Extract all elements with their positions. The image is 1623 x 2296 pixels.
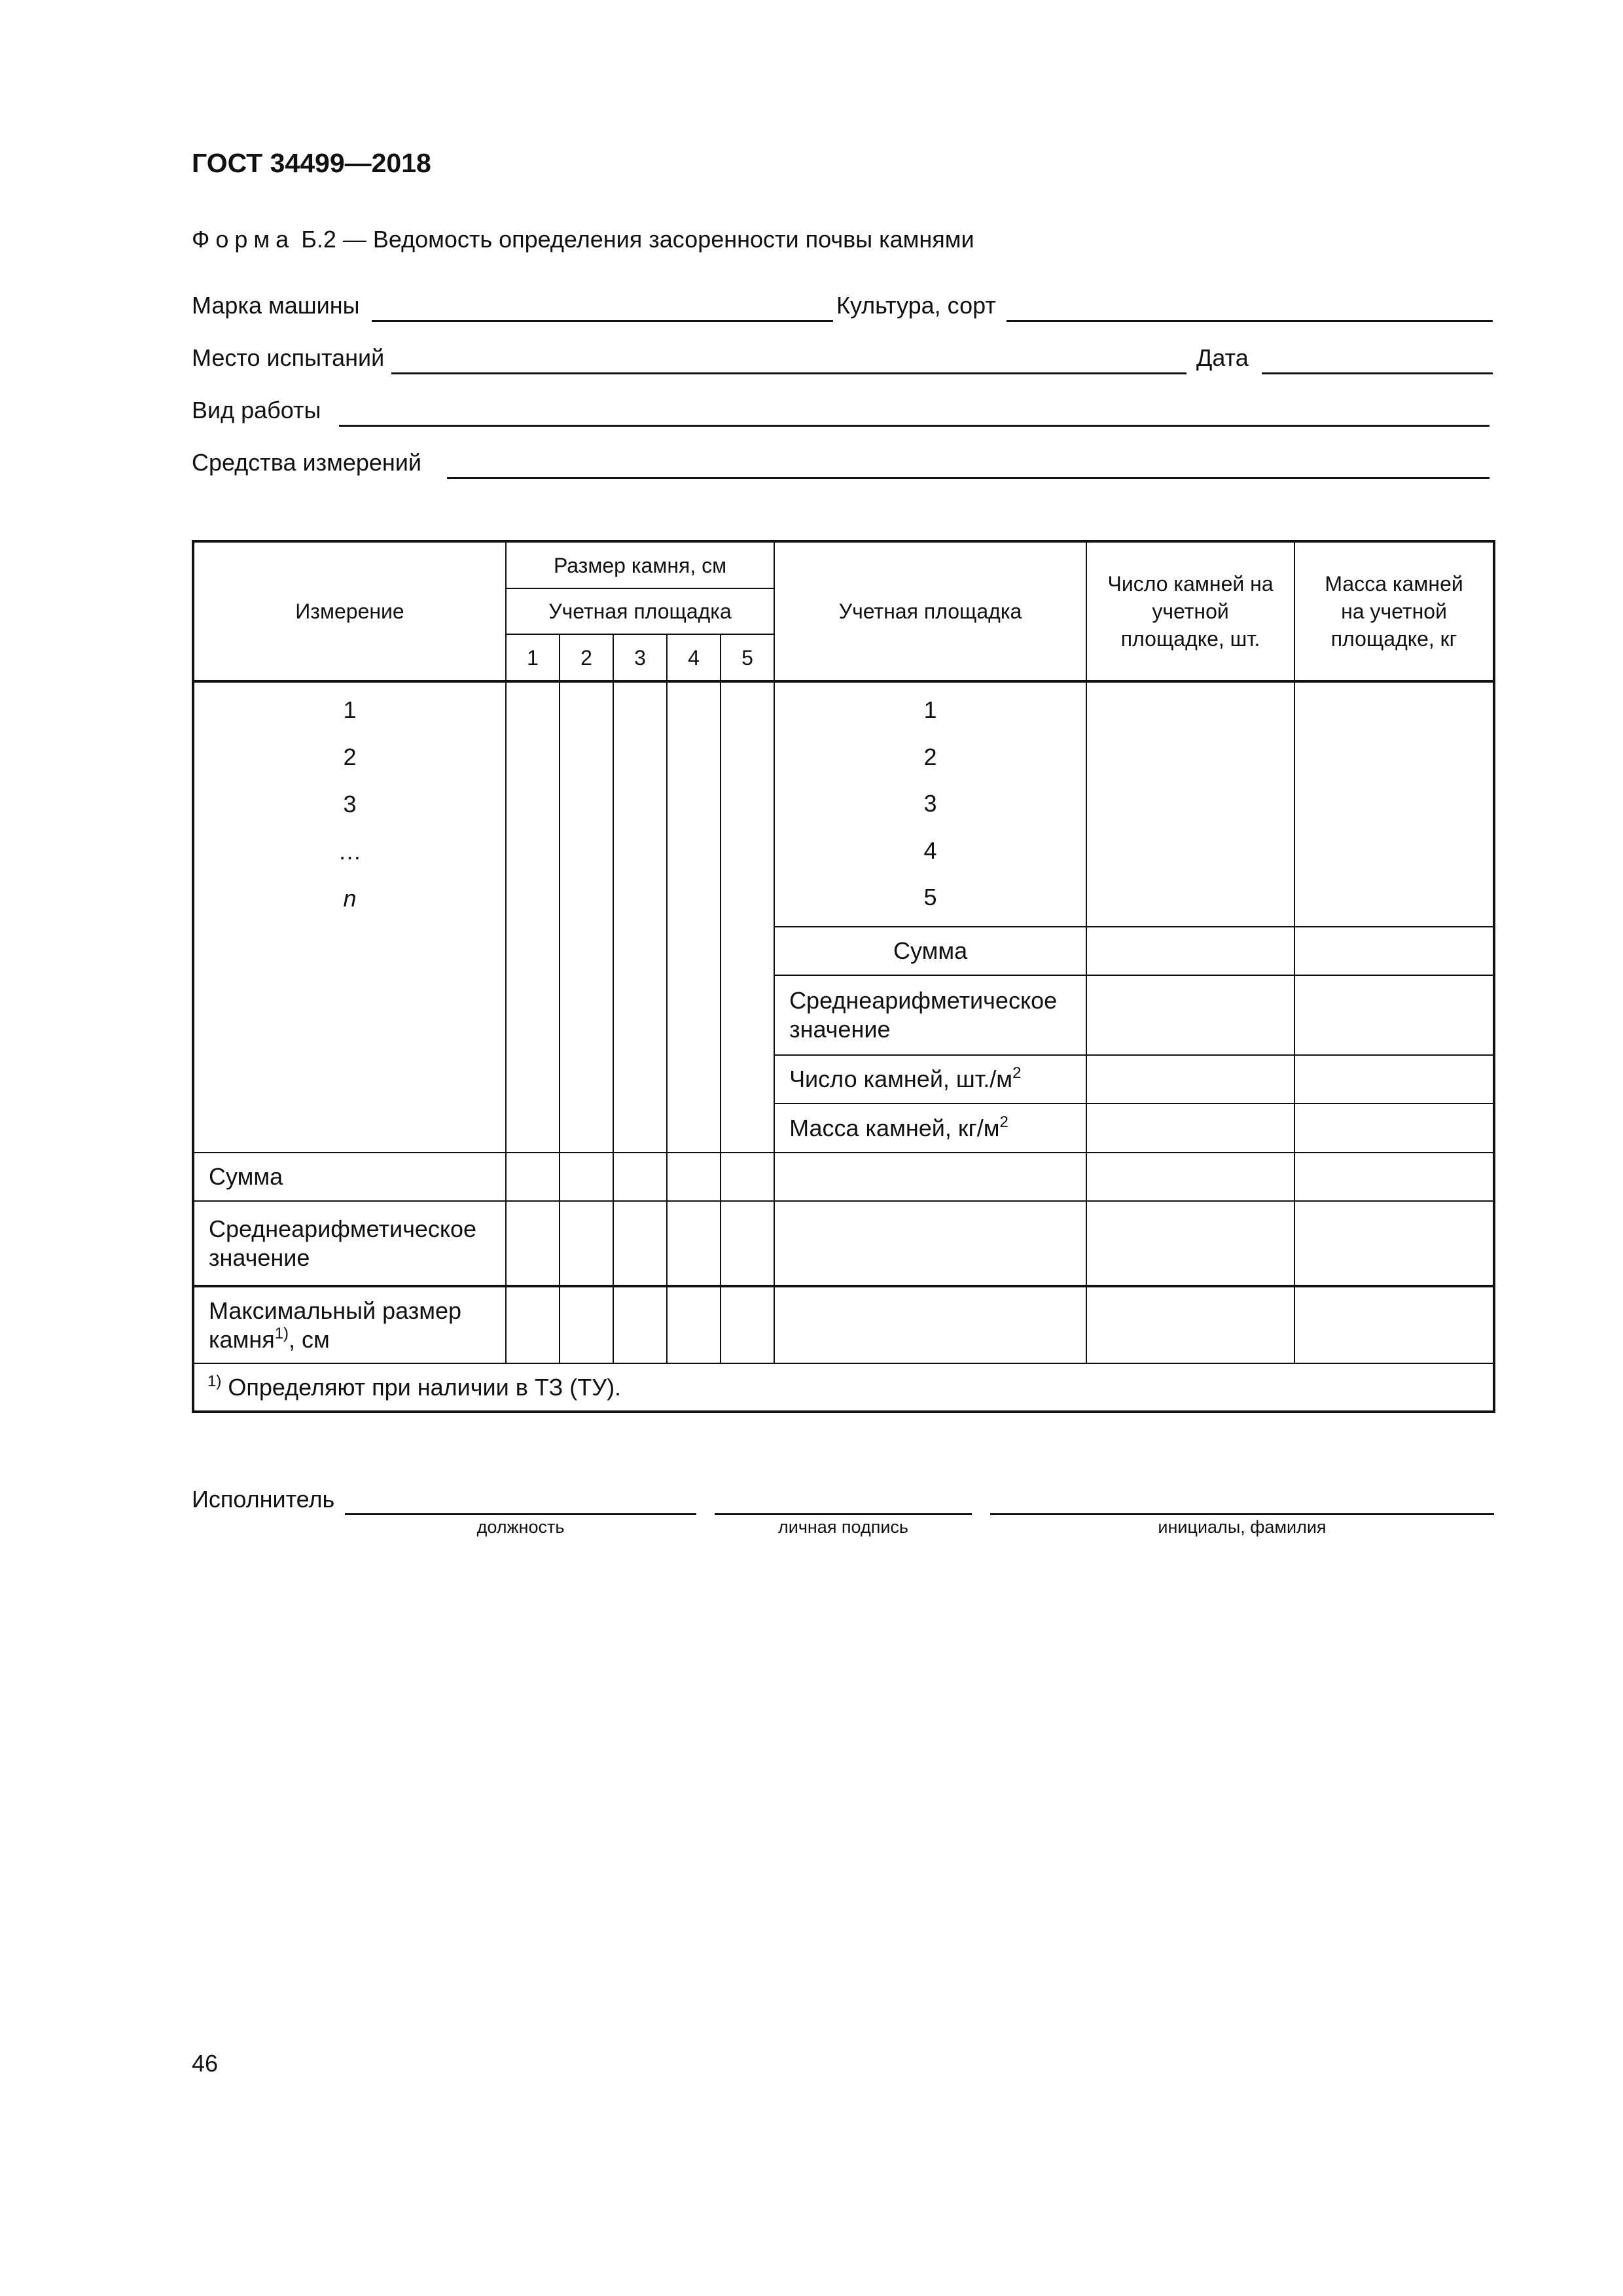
- document-code: ГОСТ 34499—2018: [192, 148, 431, 178]
- header-stone-size: Размер камня, см: [506, 541, 774, 588]
- plot-index: 3: [923, 790, 937, 817]
- stone-size-cell[interactable]: [613, 681, 667, 1153]
- measurement-index: n: [343, 885, 357, 912]
- header-plot-number: 5: [721, 634, 774, 681]
- test-place-input-line[interactable]: [391, 372, 1186, 374]
- measurement-index: 1: [343, 696, 357, 723]
- measurement-index: …: [338, 838, 362, 865]
- square-exponent: 2: [999, 1113, 1008, 1131]
- stone-size-cell[interactable]: [721, 1153, 774, 1201]
- footnote-mark: 1): [207, 1372, 222, 1390]
- position-input-line[interactable]: [345, 1513, 696, 1515]
- stone-size-cell[interactable]: [667, 681, 721, 1153]
- table-footnote: [193, 1363, 1494, 1412]
- date-input-line[interactable]: [1262, 372, 1493, 374]
- stone-count-cell[interactable]: [1086, 1201, 1294, 1286]
- field-row-place-date: [192, 344, 1501, 383]
- stone-count-cell[interactable]: [1086, 681, 1294, 927]
- stone-mass-cell[interactable]: [1294, 1153, 1494, 1201]
- measuring-tools-label: Средства измерений: [192, 449, 422, 476]
- stone-count-cell[interactable]: [1086, 1286, 1294, 1363]
- field-row-work-type: [192, 396, 1501, 435]
- stone-size-cell[interactable]: [613, 1286, 667, 1363]
- stone-mass-cell[interactable]: [1294, 1103, 1494, 1153]
- plot-index: 4: [923, 836, 937, 864]
- page-number: 46: [192, 2050, 219, 2077]
- plot-cell[interactable]: [774, 1153, 1086, 1201]
- stone-size-cell[interactable]: [506, 1201, 560, 1286]
- sum-row-label: Сумма: [193, 1153, 506, 1201]
- stone-count-cell[interactable]: [1086, 927, 1294, 976]
- header-stone-mass: Масса камней на учетной площадке, кг: [1294, 541, 1494, 681]
- field-row-machine-crop: [192, 291, 1501, 331]
- name-caption: инициалы, фамилия: [1158, 1517, 1327, 1537]
- measurement-index-cell: [193, 681, 506, 1153]
- field-row-measuring-tools: [192, 448, 1501, 488]
- header-plot-number: 1: [506, 634, 560, 681]
- stone-size-cell[interactable]: [667, 1153, 721, 1201]
- footnote-text: Определяют при наличии в ТЗ (ТУ).: [228, 1373, 622, 1401]
- stone-count-cell[interactable]: [1086, 1103, 1294, 1153]
- measuring-tools-input-line[interactable]: [447, 477, 1489, 479]
- header-measurement: Измерение: [193, 541, 506, 681]
- footnote-mark: 1): [274, 1324, 289, 1342]
- mean-row-label: Среднеарифметическое значение: [193, 1201, 506, 1286]
- header-plot-number: 3: [613, 634, 667, 681]
- stone-size-cell[interactable]: [721, 681, 774, 1153]
- count-per-m2-text: Число камней, шт./м: [789, 1065, 1013, 1092]
- stone-size-cell[interactable]: [506, 1286, 560, 1363]
- header-plot: Учетная площадка: [774, 541, 1086, 681]
- executor-label: Исполнитель: [192, 1486, 335, 1513]
- mass-per-m2-label: [774, 1103, 1086, 1153]
- test-place-label: Место испытаний: [192, 344, 385, 371]
- stone-size-cell[interactable]: [560, 1153, 613, 1201]
- stone-mass-cell[interactable]: [1294, 927, 1494, 976]
- stone-size-cell[interactable]: [560, 1286, 613, 1363]
- name-input-line[interactable]: [990, 1513, 1494, 1515]
- stone-count-cell[interactable]: [1086, 1055, 1294, 1104]
- header-plot-number: 2: [560, 634, 613, 681]
- measurement-index: 3: [343, 791, 357, 817]
- max-size-text: Максимальный размер камня: [209, 1297, 462, 1353]
- count-per-m2-label: [774, 1055, 1086, 1104]
- stone-size-cell[interactable]: [721, 1286, 774, 1363]
- plot-mean-label: Среднеарифметическое значение: [774, 975, 1086, 1054]
- form-title-text: Б.2 — Ведомость определения засоренности почвы камнями: [294, 226, 974, 253]
- stone-size-cell[interactable]: [613, 1201, 667, 1286]
- stone-size-cell[interactable]: [506, 681, 560, 1153]
- stone-mass-cell[interactable]: [1294, 1055, 1494, 1104]
- header-plot-number: 4: [667, 634, 721, 681]
- stone-size-cell[interactable]: [560, 681, 613, 1153]
- machine-brand-label: Марка машины: [192, 292, 360, 319]
- square-exponent: 2: [1012, 1064, 1022, 1082]
- mass-per-m2-text: Масса камней, кг/м: [789, 1114, 1000, 1141]
- header-plot-sub: Учетная площадка: [506, 588, 774, 634]
- stone-contamination-table: [192, 540, 1495, 1413]
- stone-mass-cell[interactable]: [1294, 1286, 1494, 1363]
- stone-mass-cell[interactable]: [1294, 975, 1494, 1054]
- plot-index: 5: [923, 884, 937, 910]
- plot-index: 2: [923, 743, 937, 770]
- position-caption: должность: [476, 1517, 565, 1537]
- max-size-unit: , см: [289, 1325, 330, 1353]
- header-stone-count: Число камней на учетной площадке, шт.: [1086, 541, 1294, 681]
- stone-size-cell[interactable]: [560, 1201, 613, 1286]
- work-type-label: Вид работы: [192, 397, 321, 423]
- crop-variety-label: Культура, сорт: [836, 292, 996, 319]
- stone-size-cell[interactable]: [667, 1201, 721, 1286]
- measurement-index: 2: [343, 744, 357, 770]
- plot-index: 1: [923, 696, 937, 723]
- max-size-row-label: [193, 1286, 506, 1363]
- work-type-input-line[interactable]: [339, 425, 1489, 427]
- crop-variety-input-line[interactable]: [1007, 320, 1493, 322]
- date-label: Дата: [1196, 344, 1249, 371]
- signature-caption: личная подпись: [777, 1517, 909, 1537]
- signature-input-line[interactable]: [715, 1513, 972, 1515]
- stone-mass-cell[interactable]: [1294, 681, 1494, 927]
- plot-index-cell: [774, 681, 1086, 927]
- form-title: [192, 226, 974, 253]
- stone-size-cell[interactable]: [721, 1201, 774, 1286]
- stone-size-cell[interactable]: [667, 1286, 721, 1363]
- machine-brand-input-line[interactable]: [372, 320, 833, 322]
- form-prefix: Форма: [192, 226, 295, 253]
- plot-cell[interactable]: [774, 1201, 1086, 1286]
- stone-count-cell[interactable]: [1086, 975, 1294, 1054]
- plot-sum-label: Сумма: [774, 927, 1086, 976]
- stone-size-cell[interactable]: [613, 1153, 667, 1201]
- stone-count-cell[interactable]: [1086, 1153, 1294, 1201]
- stone-size-cell[interactable]: [506, 1153, 560, 1201]
- stone-mass-cell[interactable]: [1294, 1201, 1494, 1286]
- plot-cell[interactable]: [774, 1286, 1086, 1363]
